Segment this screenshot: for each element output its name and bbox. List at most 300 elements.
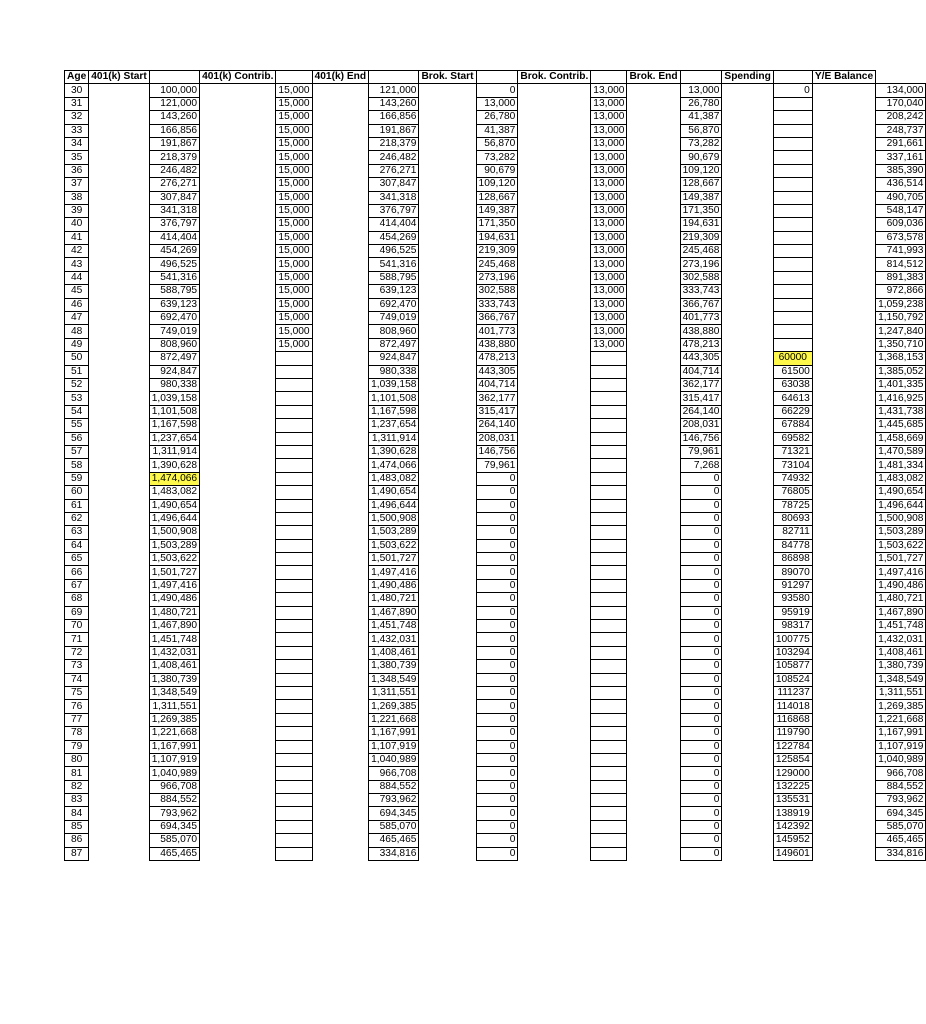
cell-401k-contrib [276,794,312,807]
column-gap [200,499,276,512]
cell-spending: 114018 [773,700,812,713]
column-gap [312,847,369,860]
column-gap [591,71,627,84]
column-gap [89,191,150,204]
cell-401k-contrib [276,378,312,391]
header-401k-end: 401(k) End [312,71,369,84]
column-gap [518,740,591,753]
column-gap [419,459,476,472]
column-gap [200,700,276,713]
cell-brok-end: 13,000 [680,84,722,97]
cell-age: 66 [65,566,89,579]
cell-401k-start: 166,856 [149,124,199,137]
column-gap [812,553,875,566]
cell-ye-balance: 1,481,334 [876,459,926,472]
cell-401k-contrib [276,753,312,766]
column-gap [200,312,276,325]
cell-spending: 93580 [773,593,812,606]
cell-spending [773,218,812,231]
column-gap [89,352,150,365]
column-gap [419,432,476,445]
cell-401k-contrib [276,499,312,512]
table-row [65,204,926,217]
cell-age: 44 [65,271,89,284]
column-gap [89,312,150,325]
cell-spending: 116868 [773,713,812,726]
column-gap [722,794,773,807]
column-gap [518,325,591,338]
cell-401k-start: 639,123 [149,298,199,311]
cell-401k-end: 694,345 [369,807,419,820]
cell-spending: 74932 [773,472,812,485]
cell-spending [773,245,812,258]
cell-spending [773,164,812,177]
cell-brok-contrib [591,807,627,820]
cell-ye-balance: 814,512 [876,258,926,271]
cell-brok-contrib [591,593,627,606]
column-gap [722,633,773,646]
cell-brok-start: 0 [476,753,518,766]
table-row [65,620,926,633]
column-gap [89,579,150,592]
cell-brok-start: 26,780 [476,111,518,124]
cell-401k-contrib: 15,000 [276,151,312,164]
column-gap [419,378,476,391]
column-gap [627,204,680,217]
cell-brok-start: 0 [476,740,518,753]
cell-401k-end: 334,816 [369,847,419,860]
column-gap [722,258,773,271]
cell-401k-contrib [276,620,312,633]
cell-spending: 103294 [773,646,812,659]
column-gap [200,405,276,418]
column-gap [89,204,150,217]
column-gap [518,807,591,820]
column-gap [312,620,369,633]
cell-401k-end: 1,500,908 [369,512,419,525]
table-row [65,526,926,539]
cell-401k-end: 1,040,989 [369,753,419,766]
column-gap [149,71,199,84]
column-gap [200,847,276,860]
table-row [65,312,926,325]
cell-401k-contrib: 15,000 [276,338,312,351]
column-gap [627,365,680,378]
column-gap [200,512,276,525]
cell-age: 67 [65,579,89,592]
cell-ye-balance: 1,269,385 [876,700,926,713]
column-gap [200,660,276,673]
cell-brok-start: 90,679 [476,164,518,177]
cell-brok-contrib [591,834,627,847]
column-gap [419,780,476,793]
cell-brok-contrib: 13,000 [591,298,627,311]
column-gap [627,285,680,298]
cell-401k-start: 1,496,644 [149,512,199,525]
table-row [65,486,926,499]
column-gap [89,780,150,793]
cell-age: 77 [65,713,89,726]
column-gap [200,285,276,298]
cell-401k-start: 1,480,721 [149,606,199,619]
column-gap [312,834,369,847]
column-gap [200,378,276,391]
cell-brok-start: 333,743 [476,298,518,311]
cell-brok-start: 149,387 [476,204,518,217]
cell-401k-start: 872,497 [149,352,199,365]
column-gap [627,245,680,258]
cell-brok-contrib [591,499,627,512]
column-gap [89,258,150,271]
cell-brok-start: 273,196 [476,271,518,284]
cell-401k-contrib: 15,000 [276,191,312,204]
cell-brok-end: 0 [680,512,722,525]
column-gap [722,727,773,740]
cell-brok-end: 109,120 [680,164,722,177]
cell-brok-start: 109,120 [476,178,518,191]
column-gap [627,700,680,713]
column-gap [200,432,276,445]
column-gap [722,432,773,445]
cell-brok-contrib [591,686,627,699]
column-gap [419,566,476,579]
cell-401k-end: 1,480,721 [369,593,419,606]
cell-ye-balance: 1,107,919 [876,740,926,753]
cell-spending [773,178,812,191]
cell-brok-start: 219,309 [476,245,518,258]
column-gap [200,794,276,807]
column-gap [722,178,773,191]
cell-age: 50 [65,352,89,365]
cell-brok-start: 264,140 [476,419,518,432]
column-gap [812,178,875,191]
column-gap [419,312,476,325]
table-row [65,338,926,351]
column-gap [419,579,476,592]
cell-brok-end: 0 [680,646,722,659]
cell-ye-balance: 385,390 [876,164,926,177]
cell-ye-balance: 1,416,925 [876,392,926,405]
cell-401k-end: 465,465 [369,834,419,847]
cell-401k-end: 1,039,158 [369,378,419,391]
column-gap [518,191,591,204]
column-gap [200,579,276,592]
cell-brok-end: 0 [680,553,722,566]
cell-age: 40 [65,218,89,231]
column-gap [419,298,476,311]
cell-401k-end: 1,221,668 [369,713,419,726]
cell-401k-contrib: 15,000 [276,97,312,110]
column-gap [722,405,773,418]
column-gap [722,312,773,325]
cell-brok-end: 315,417 [680,392,722,405]
column-gap [722,486,773,499]
column-gap [627,820,680,833]
column-gap [312,606,369,619]
column-gap [200,780,276,793]
cell-ye-balance: 1,467,890 [876,606,926,619]
cell-401k-contrib [276,807,312,820]
column-gap [812,820,875,833]
column-gap [312,285,369,298]
cell-brok-contrib: 13,000 [591,218,627,231]
column-gap [722,700,773,713]
cell-401k-start: 1,221,668 [149,727,199,740]
column-gap [518,245,591,258]
cell-401k-contrib [276,780,312,793]
column-gap [419,178,476,191]
column-gap [419,794,476,807]
column-gap [518,258,591,271]
cell-401k-start: 1,490,486 [149,593,199,606]
column-gap [200,633,276,646]
column-gap [518,633,591,646]
cell-401k-start: 1,167,991 [149,740,199,753]
column-gap [627,593,680,606]
column-gap [89,713,150,726]
header-row [65,71,926,84]
cell-401k-contrib: 15,000 [276,111,312,124]
table-row [65,807,926,820]
column-gap [312,700,369,713]
cell-brok-end: 7,268 [680,459,722,472]
cell-ye-balance: 1,221,668 [876,713,926,726]
column-gap [812,767,875,780]
column-gap [722,646,773,659]
cell-brok-end: 208,031 [680,419,722,432]
column-gap [627,432,680,445]
column-gap [627,392,680,405]
column-gap [812,472,875,485]
column-gap [722,499,773,512]
cell-brok-start: 366,767 [476,312,518,325]
column-gap [419,660,476,673]
cell-401k-end: 1,501,727 [369,553,419,566]
column-gap [812,780,875,793]
column-gap [722,539,773,552]
column-gap [419,137,476,150]
column-gap [627,258,680,271]
table-row [65,392,926,405]
column-gap [518,459,591,472]
column-gap [419,258,476,271]
column-gap [312,767,369,780]
column-gap [89,392,150,405]
column-gap [89,84,150,97]
cell-brok-end: 0 [680,700,722,713]
cell-brok-end: 0 [680,727,722,740]
column-gap [722,579,773,592]
column-gap [89,539,150,552]
cell-401k-start: 276,271 [149,178,199,191]
cell-age: 36 [65,164,89,177]
column-gap [722,97,773,110]
column-gap [312,486,369,499]
table-row [65,365,926,378]
column-gap [312,245,369,258]
cell-age: 55 [65,419,89,432]
column-gap [89,673,150,686]
cell-401k-contrib [276,727,312,740]
cell-401k-end: 1,490,654 [369,486,419,499]
cell-401k-end: 793,962 [369,794,419,807]
cell-401k-start: 692,470 [149,312,199,325]
column-gap [419,405,476,418]
table-row [65,713,926,726]
cell-brok-contrib: 13,000 [591,204,627,217]
cell-ye-balance: 1,150,792 [876,312,926,325]
column-gap [518,780,591,793]
column-gap [200,620,276,633]
cell-brok-contrib [591,740,627,753]
cell-brok-contrib: 13,000 [591,285,627,298]
column-gap [812,84,875,97]
column-gap [200,593,276,606]
column-gap [518,539,591,552]
cell-brok-start: 0 [476,553,518,566]
column-gap [722,686,773,699]
cell-401k-contrib [276,740,312,753]
column-gap [627,753,680,766]
column-gap [812,646,875,659]
cell-ye-balance: 1,458,669 [876,432,926,445]
cell-401k-contrib [276,633,312,646]
column-gap [812,633,875,646]
column-gap [419,499,476,512]
cell-brok-start: 73,282 [476,151,518,164]
column-gap [200,486,276,499]
column-gap [89,606,150,619]
cell-brok-end: 56,870 [680,124,722,137]
table-row [65,378,926,391]
cell-ye-balance: 972,866 [876,285,926,298]
column-gap [812,419,875,432]
cell-spending: 71321 [773,445,812,458]
column-gap [312,392,369,405]
column-gap [312,445,369,458]
column-gap [812,794,875,807]
column-gap [722,111,773,124]
cell-401k-start: 376,797 [149,218,199,231]
cell-ye-balance: 1,350,710 [876,338,926,351]
column-gap [312,512,369,525]
column-gap [627,151,680,164]
column-gap [200,539,276,552]
cell-brok-end: 90,679 [680,151,722,164]
column-gap [627,124,680,137]
column-gap [518,593,591,606]
cell-401k-contrib: 15,000 [276,271,312,284]
column-gap [312,419,369,432]
cell-brok-contrib [591,378,627,391]
column-gap [312,432,369,445]
cell-brok-end: 0 [680,820,722,833]
table-row [65,740,926,753]
cell-age: 38 [65,191,89,204]
column-gap [812,445,875,458]
cell-brok-contrib: 13,000 [591,151,627,164]
cell-brok-contrib [591,660,627,673]
column-gap [518,794,591,807]
column-gap [419,164,476,177]
cell-brok-start: 0 [476,686,518,699]
cell-brok-end: 0 [680,579,722,592]
column-gap [518,231,591,244]
cell-401k-end: 692,470 [369,298,419,311]
table-row [65,445,926,458]
cell-brok-end: 0 [680,633,722,646]
column-gap [812,579,875,592]
cell-401k-start: 1,390,628 [149,459,199,472]
column-gap [518,753,591,766]
column-gap [312,365,369,378]
column-gap [312,794,369,807]
cell-brok-start: 401,773 [476,325,518,338]
column-gap [812,459,875,472]
cell-401k-contrib [276,686,312,699]
cell-age: 79 [65,740,89,753]
column-gap [627,526,680,539]
column-gap [722,459,773,472]
cell-brok-start: 478,213 [476,352,518,365]
column-gap [312,713,369,726]
cell-brok-start: 41,387 [476,124,518,137]
cell-brok-contrib: 13,000 [591,338,627,351]
column-gap [89,820,150,833]
cell-age: 82 [65,780,89,793]
column-gap [518,526,591,539]
cell-brok-start: 13,000 [476,97,518,110]
cell-401k-contrib [276,472,312,485]
cell-age: 33 [65,124,89,137]
cell-brok-end: 333,743 [680,285,722,298]
column-gap [89,794,150,807]
cell-brok-start: 315,417 [476,405,518,418]
cell-ye-balance: 1,380,739 [876,660,926,673]
column-gap [200,553,276,566]
column-gap [89,686,150,699]
column-gap [419,218,476,231]
cell-brok-end: 0 [680,713,722,726]
column-gap [200,472,276,485]
column-gap [200,338,276,351]
column-gap [200,218,276,231]
column-gap [812,700,875,713]
cell-brok-contrib [591,753,627,766]
column-gap [812,352,875,365]
column-gap [812,606,875,619]
cell-401k-start: 307,847 [149,191,199,204]
column-gap [89,325,150,338]
column-gap [518,392,591,405]
cell-401k-end: 341,318 [369,191,419,204]
cell-brok-contrib: 13,000 [591,97,627,110]
table-row [65,325,926,338]
cell-brok-contrib: 13,000 [591,312,627,325]
table-row [65,459,926,472]
column-gap [89,767,150,780]
cell-brok-end: 264,140 [680,405,722,418]
column-gap [812,378,875,391]
cell-401k-start: 1,501,727 [149,566,199,579]
cell-brok-start: 194,631 [476,231,518,244]
column-gap [722,566,773,579]
cell-brok-start: 0 [476,539,518,552]
column-gap [89,566,150,579]
column-gap [627,512,680,525]
cell-401k-start: 1,237,654 [149,432,199,445]
cell-401k-start: 1,039,158 [149,392,199,405]
